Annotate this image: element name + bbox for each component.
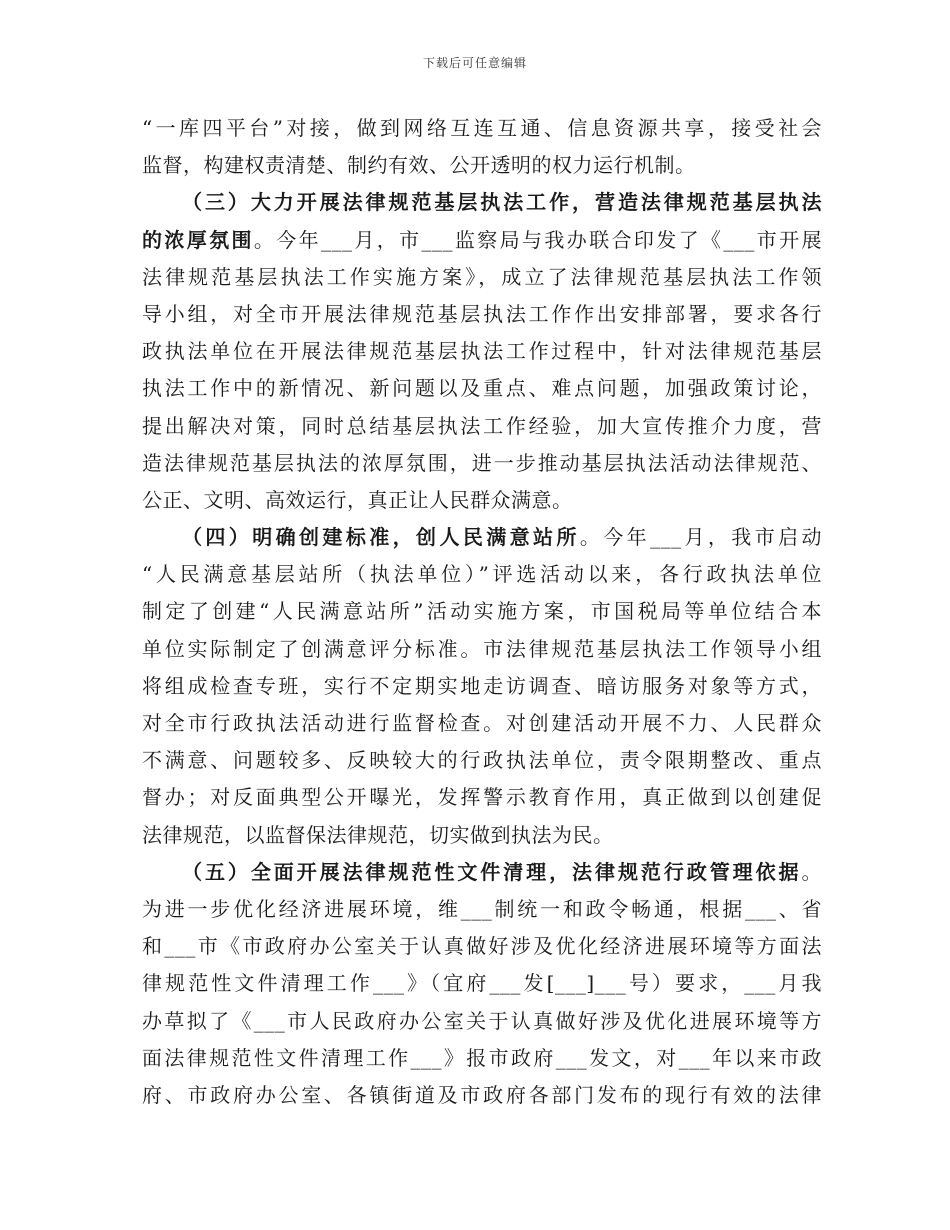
paragraph-3 (142, 519, 822, 854)
line-text: 不满意、问题较多、反映较大的行政执法单位，责令限期整改、重点 (142, 748, 822, 773)
section-heading-line (142, 519, 822, 556)
line-text: 法律规范基层执法工作实施方案》，成立了法律规范基层执法工作领 (142, 264, 822, 289)
section-heading: （三）大力开展法律规范基层执法工作，营造法律规范基层执法 (182, 190, 822, 215)
line-text: 政执法单位在开展法律规范基层执法工作过程中，针对法律规范基层 (142, 339, 822, 364)
text-line (142, 147, 822, 184)
text-line (142, 668, 822, 705)
section-heading: （四）明确创建标准，创人民满意站所 (182, 525, 580, 550)
line-text: 单位实际制定了创满意评分标准。市法律规范基层执法工作领导小组 (142, 636, 822, 661)
line-text: 对全市行政执法活动进行监督检查。对创建活动开展不力、人民群众 (142, 711, 822, 735)
text-line (142, 333, 822, 370)
text-line (142, 445, 822, 482)
line-text: 和___市《市政府办公室关于认真做好涉及优化经济进展环境等方面法 (142, 934, 822, 959)
line-text: 监督，构建权责清楚、制约有效、公开透明的权力运行机制。 (142, 153, 696, 178)
paragraph-2 (142, 184, 822, 519)
line-text: 。 (801, 859, 822, 884)
line-text: 为进一步优化经济进展环境，维___制统一和政令畅通，根据___、省 (142, 896, 822, 921)
line-text: 造法律规范基层执法的浓厚氛围，进一步推动基层执法活动法律规范、 (142, 450, 822, 475)
line-text: 府、市政府办公室、各镇街道及市政府各部门发布的现行有效的法律 (142, 1082, 822, 1107)
text-line (142, 817, 822, 854)
line-text: “一库四平台”对接，做到网络互连互通、信息资源共享，接受社会 (142, 116, 822, 140)
line-text: 督办；对反面典型公开曝光，发挥警示教育作用，真正做到以创建促 (142, 785, 822, 810)
text-line (142, 370, 822, 407)
text-line (142, 891, 822, 928)
line-text: 执法工作中的新情况、新问题以及重点、难点问题，加强政策讨论， (142, 376, 822, 401)
page-header: 下载后可任意编辑 (422, 56, 527, 70)
text-line (142, 779, 822, 816)
paragraph-1 (142, 110, 822, 184)
text-line (142, 742, 822, 779)
text-line (142, 482, 822, 519)
text-line (142, 408, 822, 445)
text-line (142, 110, 822, 147)
text-line (142, 296, 822, 333)
line-text: 面法律规范性文件清理工作___》报市政府___发文，对___年以来市政 (142, 1045, 822, 1070)
section-heading-line (142, 854, 822, 891)
line-text: 提出解决对策，同时总结基层执法工作经验，加大宣传推介力度，营 (142, 413, 822, 438)
text-line (142, 222, 822, 259)
line-text: 。今年___月，市___监察局与我办联合印发了《___市开展 (253, 227, 822, 252)
text-line (142, 928, 822, 965)
line-text: 导小组，对全市开展法律规范基层执法工作作出安排部署，要求各行 (142, 301, 822, 326)
section-heading: （五）全面开展法律规范性文件清理，法律规范行政管理依据 (182, 859, 802, 884)
text-line (142, 965, 822, 1002)
section-heading-line (142, 184, 822, 221)
text-line (142, 1040, 822, 1077)
line-text: “人民满意基层站所（执法单位）”评选活动以来，各行政执法单位 (142, 562, 822, 587)
text-line (142, 1003, 822, 1040)
line-text: 办草拟了《___市人民政府办公室关于认真做好涉及优化进展环境等方 (142, 1008, 822, 1033)
line-text: 制定了创建“人民满意站所”活动实施方案，市国税局等单位结合本 (142, 599, 822, 624)
text-line (142, 593, 822, 630)
text-line (142, 1077, 822, 1114)
section-heading: 的浓厚氛围 (142, 227, 254, 252)
text-line (142, 631, 822, 668)
text-line (142, 556, 822, 593)
line-text: 公正、文明、高效运行，真正让人民群众满意。 (142, 487, 573, 512)
paragraph-4 (142, 854, 822, 1114)
line-text: 律规范性文件清理工作___》（宜府___发[___]___号）要求，___月我 (142, 971, 822, 996)
line-text: 将组成检查专班，实行不定期实地走访调查、暗访服务对象等方式， (142, 673, 822, 698)
text-line (142, 259, 822, 296)
document-body (142, 110, 822, 1114)
line-text: 。今年___月，我市启动 (579, 525, 823, 550)
text-line (142, 705, 822, 742)
line-text: 法律规范，以监督保法律规范，切实做到执法为民。 (142, 822, 614, 847)
